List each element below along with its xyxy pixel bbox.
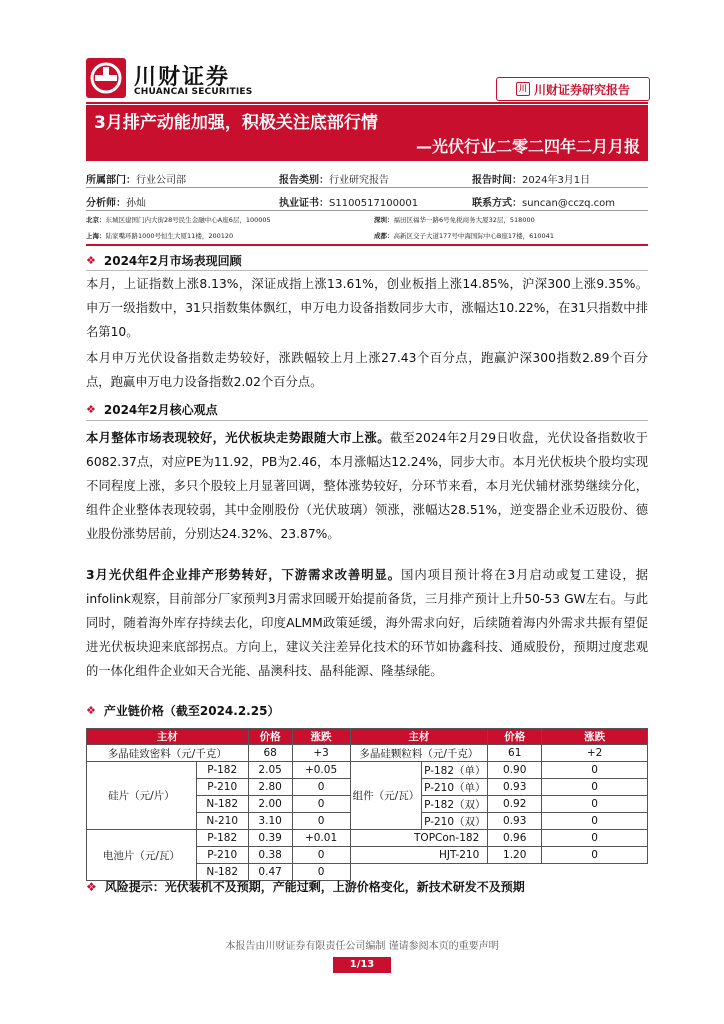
brand-logo <box>86 58 126 98</box>
risk-text: 风险提示：光伏装机不及预期，产能过剩，上游价格变化，新技术研发不及预期 <box>104 880 525 894</box>
table-cell-empty <box>542 864 648 881</box>
page-number: 1/13 <box>333 957 391 973</box>
header-change: 涨跌 <box>542 729 648 745</box>
table-row <box>87 745 648 762</box>
header-change: 涨跌 <box>292 729 350 745</box>
table-cell: 0 <box>542 847 648 864</box>
table-cell: P-210 <box>196 779 248 796</box>
header-price: 价格 <box>248 729 292 745</box>
table-cell: 0 <box>292 779 350 796</box>
footer-disclaimer: 本报告由川财证券有限责任公司编制 谨请参阅本页的重要声明 <box>225 941 499 952</box>
meta-contact: 联系方式：suncan@cczq.com <box>472 198 615 209</box>
table-cell: N-182 <box>196 796 248 813</box>
table-cell: 0.39 <box>248 830 292 847</box>
table-cell: 0.93 <box>488 779 542 796</box>
table-cell: 0 <box>292 796 350 813</box>
table-cell: +2 <box>542 745 648 762</box>
market-paragraph-1: 本月，上证指数上涨8.13%，深证成指上涨13.61%，创业板指上涨14.85%，沪深300上涨9.35%。申万一级指数中，31只指数集体飘红，申万电力设备指数同步大市，涨幅达10.22%，在31只指数中排名第10。 <box>86 277 648 339</box>
table-row <box>87 830 648 847</box>
header-divider <box>86 102 648 104</box>
address-chengdu: 成都：高新区交子大道177号中海国际中心B座17楼，610041 <box>374 232 554 240</box>
address-beijing: 北京：东城区建国门内大街28号民生金融中心A座6层，100005 <box>86 216 271 224</box>
table-cell: P-210 <box>196 847 248 864</box>
table-cell: 0 <box>292 847 350 864</box>
meta-analyst: 分析师：孙灿 <box>86 198 146 209</box>
table-cell: 2.80 <box>248 779 292 796</box>
meta-bottom-divider <box>86 244 648 246</box>
report-tag-icon: 川 <box>516 82 530 96</box>
table-cell: HJT-210 <box>350 847 488 864</box>
market-paragraph-2: 本月申万光伏设备指数走势较好，涨跌幅较上月上涨27.43个百分点，跑赢沪深300指数2.89个百分点，跑赢申万电力设备指数2.02个百分点。 <box>86 351 648 389</box>
table-cell: P-210（双） <box>422 813 488 830</box>
risk-warning <box>86 878 525 895</box>
price-table <box>86 728 648 881</box>
table-cell: 多晶硅颗粒料（元/千克） <box>350 745 488 762</box>
table-cell: 0.96 <box>488 830 542 847</box>
table-cell: 3.10 <box>248 813 292 830</box>
header-material: 主材 <box>87 729 249 745</box>
table-cell: 1.20 <box>488 847 542 864</box>
table-cell: 电池片（元/瓦） <box>87 830 197 881</box>
meta-type: 报告类别：行业研究报告 <box>279 175 389 186</box>
table-cell: +0.05 <box>292 762 350 779</box>
table-cell: 组件（元/瓦） <box>350 762 422 830</box>
table-cell: +0.01 <box>292 830 350 847</box>
header-price: 价格 <box>488 729 542 745</box>
section-price-heading <box>86 702 279 719</box>
section-title: 2024年2月核心观点 <box>103 403 218 417</box>
table-cell: 0.38 <box>248 847 292 864</box>
section-divider <box>86 420 648 421</box>
table-cell: P-182 <box>196 830 248 847</box>
table-cell: TOPCon-182 <box>350 830 488 847</box>
section-market-heading <box>86 252 242 269</box>
table-cell: 68 <box>248 745 292 762</box>
section-title: 产业链价格（截至2024.2.25） <box>103 704 280 718</box>
table-header-row <box>87 729 648 745</box>
table-cell: 0 <box>542 796 648 813</box>
address-shenzhen: 深圳：福田区福华一路6号免税商务大厦32层，518000 <box>374 216 535 224</box>
brand-name-cn: 川财证券 <box>134 65 231 90</box>
report-tag-label: 川财证券研究报告 <box>533 82 630 97</box>
table-cell: 0 <box>542 762 648 779</box>
section-title: 2024年2月市场表现回顾 <box>103 254 242 268</box>
table-cell: N-210 <box>196 813 248 830</box>
table-cell: 0 <box>542 779 648 796</box>
section-core-heading <box>86 401 218 418</box>
table-cell: 0 <box>542 813 648 830</box>
section-divider <box>86 270 648 271</box>
table-cell: P-182（双） <box>422 796 488 813</box>
table-cell: 0.92 <box>488 796 542 813</box>
table-cell: N-182 <box>196 864 248 881</box>
meta-divider <box>86 210 648 211</box>
table-cell: 0.47 <box>248 864 292 881</box>
table-cell: 0 <box>292 864 350 881</box>
diamond-bullet-icon: ❖ <box>86 403 96 416</box>
table-cell: 0 <box>542 830 648 847</box>
table-cell: P-182（单） <box>422 762 488 779</box>
logo-icon <box>86 58 126 98</box>
table-cell: +3 <box>292 745 350 762</box>
title-banner <box>86 105 648 161</box>
table-cell: 多晶硅致密料（元/千克） <box>87 745 249 762</box>
meta-dept: 所属部门：行业公司部 <box>86 175 186 186</box>
table-cell: 硅片（元/片） <box>87 762 197 830</box>
diamond-bullet-icon: ❖ <box>86 879 97 894</box>
meta-divider <box>86 187 648 188</box>
core-paragraph-2: 3月光伏组件企业排产形势转好，下游需求改善明显。国内项目预计将在3月启动或复工建设，据infolink观察，目前部分厂家预判3月需求回暖开始提前备货，三月排产预计上升50-53 GW左右。与此同时，随着海外库存持续去化，印度ALMM政策延缓，海外需求向好，后续随着海内外需求共振有望促进光伏板块迎来底部拐点。方向上，建议关注差异化技术的环节如协鑫科技、通威股份，预期过度悲观的一体化组件企业如天合光能、晶澳科技、晶科能源、隆基绿能。 <box>86 568 649 678</box>
table-cell: P-210（单） <box>422 779 488 796</box>
table-row <box>87 762 648 779</box>
table-cell: 0 <box>292 813 350 830</box>
table-cell: P-182 <box>196 762 248 779</box>
table-cell: 2.05 <box>248 762 292 779</box>
core-paragraph-1: 本月整体市场表现较好，光伏板块走势跟随大市上涨。截至2024年2月29日收盘，光伏设备指数收于6082.37点，对应PE为11.92，PB为2.46，本月涨幅达12.24%，同步大市。本月光伏板块个股均实现不同程度上涨，多只个股较上月显著回调，整体涨势较好，分环节来看，本月光伏辅材涨势继续分化，组件企业整体表现较弱，其中金刚股份（光伏玻璃）领涨，涨幅达28.51%，逆变器企业禾迈股份、德业股份涨势居前，分别达24.32%、23.87%。 <box>86 431 648 541</box>
address-shanghai: 上海：陆家嘴环路1000号恒生大厦11楼，200120 <box>86 232 234 240</box>
table-cell: 61 <box>488 745 542 762</box>
meta-time: 报告时间：2024年3月1日 <box>472 175 591 186</box>
diamond-bullet-icon: ❖ <box>86 704 96 717</box>
diamond-bullet-icon: ❖ <box>86 254 96 267</box>
table-cell: 0.93 <box>488 813 542 830</box>
report-title: 3月排产动能加强，积极关注底部行情 <box>94 113 378 133</box>
report-subtitle: —光伏行业二零二四年二月月报 <box>415 137 640 156</box>
table-cell: 0.90 <box>488 762 542 779</box>
brand-name-en: CHUANCAI SECURITIES <box>134 87 253 97</box>
meta-cert: 执业证书：S1100517100001 <box>279 198 419 209</box>
report-tag <box>496 77 650 101</box>
header-material: 主材 <box>350 729 488 745</box>
table-cell: 2.00 <box>248 796 292 813</box>
